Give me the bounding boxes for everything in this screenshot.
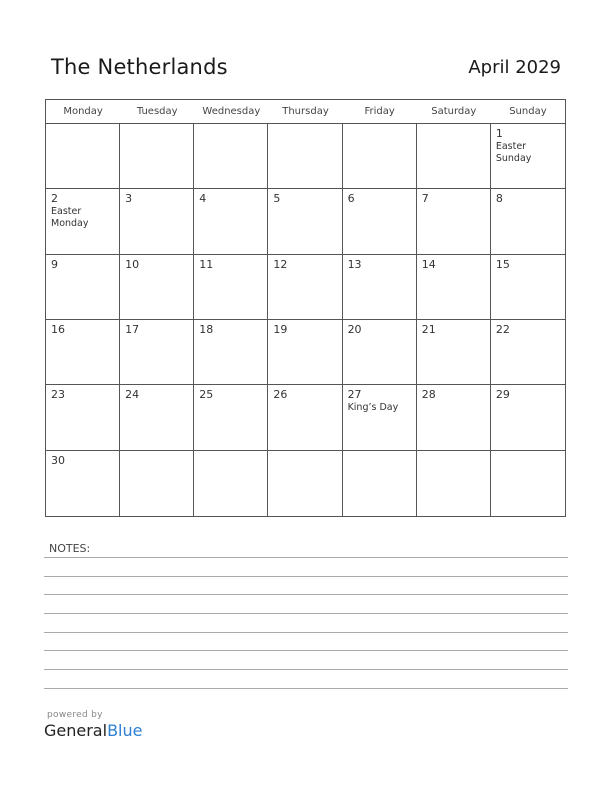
day-number: 30 bbox=[51, 453, 65, 467]
day-cell bbox=[343, 385, 417, 450]
generalblue-logo[interactable] bbox=[44, 721, 142, 740]
day-number: 25 bbox=[199, 388, 214, 402]
day-number: 27 bbox=[347, 388, 362, 402]
day-cell bbox=[46, 320, 120, 385]
weekday-wednesday: Wednesday bbox=[202, 106, 261, 117]
calendar-grid bbox=[45, 99, 566, 517]
note-line bbox=[44, 669, 568, 670]
day-cell bbox=[194, 320, 268, 385]
day-number: 17 bbox=[125, 323, 140, 336]
day-cell bbox=[491, 124, 565, 189]
day-cell bbox=[491, 451, 565, 516]
day-cell bbox=[120, 124, 194, 189]
day-number: 5 bbox=[273, 192, 281, 206]
day-cell bbox=[343, 255, 417, 320]
day-cell bbox=[343, 451, 417, 516]
weekday-header-row bbox=[46, 100, 565, 124]
day-number: 22 bbox=[495, 323, 510, 336]
holiday-label: King’s Day bbox=[347, 402, 399, 414]
day-cell bbox=[120, 320, 194, 385]
day-cells bbox=[46, 124, 565, 516]
weekday-saturday: Saturday bbox=[431, 106, 477, 117]
day-number: 23 bbox=[51, 388, 65, 402]
day-number: 4 bbox=[199, 192, 207, 206]
note-line bbox=[44, 557, 568, 558]
day-cell bbox=[268, 255, 342, 320]
day-number: 21 bbox=[421, 323, 436, 336]
weekday-sunday: Sunday bbox=[509, 106, 547, 117]
day-cell bbox=[194, 385, 268, 450]
weekday-friday: Friday bbox=[364, 106, 395, 117]
day-number: 9 bbox=[51, 257, 58, 271]
day-cell bbox=[120, 385, 194, 450]
day-number: 3 bbox=[125, 192, 133, 206]
day-cell bbox=[491, 189, 565, 254]
day-number: 2 bbox=[51, 192, 58, 206]
day-cell bbox=[46, 255, 120, 320]
note-line bbox=[44, 632, 568, 633]
day-cell bbox=[46, 124, 120, 189]
day-cell bbox=[491, 385, 565, 450]
day-cell bbox=[417, 255, 491, 320]
holiday-label: Easter Monday bbox=[51, 206, 89, 230]
note-line bbox=[44, 576, 568, 577]
day-cell bbox=[417, 124, 491, 189]
day-number: 11 bbox=[199, 257, 214, 271]
day-cell bbox=[417, 320, 491, 385]
day-cell bbox=[268, 320, 342, 385]
day-cell bbox=[46, 189, 120, 254]
brand-general: General bbox=[44, 721, 108, 740]
calendar-country-title: The Netherlands bbox=[51, 55, 228, 79]
day-cell bbox=[120, 189, 194, 254]
day-cell bbox=[268, 189, 342, 254]
day-number: 1 bbox=[495, 127, 503, 140]
day-number: 18 bbox=[199, 323, 214, 336]
note-line bbox=[44, 613, 568, 614]
note-line bbox=[44, 688, 568, 689]
day-cell bbox=[268, 451, 342, 516]
day-cell bbox=[46, 385, 120, 450]
day-cell bbox=[343, 320, 417, 385]
day-cell bbox=[194, 124, 268, 189]
day-cell bbox=[491, 320, 565, 385]
day-cell bbox=[417, 385, 491, 450]
powered-by-text: powered by bbox=[47, 710, 103, 720]
day-number: 29 bbox=[495, 388, 510, 402]
day-number: 6 bbox=[347, 192, 355, 206]
day-cell bbox=[120, 451, 194, 516]
note-line bbox=[44, 650, 568, 651]
day-number: 26 bbox=[273, 388, 288, 402]
calendar-month-year: April 2029 bbox=[468, 57, 561, 78]
day-number: 24 bbox=[125, 388, 140, 402]
holiday-label: Easter Sunday bbox=[495, 141, 532, 164]
day-number: 10 bbox=[125, 257, 140, 271]
notes-label: NOTES: bbox=[49, 542, 91, 555]
day-cell bbox=[268, 124, 342, 189]
day-number: 14 bbox=[421, 257, 436, 271]
day-cell bbox=[194, 189, 268, 254]
day-number: 20 bbox=[347, 323, 362, 336]
day-cell bbox=[491, 255, 565, 320]
day-cell bbox=[120, 255, 194, 320]
brand-blue: Blue bbox=[107, 721, 143, 740]
day-cell bbox=[343, 189, 417, 254]
day-cell bbox=[194, 255, 268, 320]
weekday-tuesday: Tuesday bbox=[136, 106, 178, 117]
day-number: 7 bbox=[421, 192, 429, 206]
day-cell bbox=[417, 189, 491, 254]
day-cell bbox=[417, 451, 491, 516]
day-number: 12 bbox=[273, 257, 288, 271]
day-cell bbox=[343, 124, 417, 189]
day-number: 19 bbox=[273, 323, 288, 336]
day-number: 15 bbox=[495, 257, 510, 271]
note-line bbox=[44, 594, 568, 595]
day-number: 28 bbox=[421, 388, 436, 402]
day-cell bbox=[46, 451, 120, 516]
day-number: 13 bbox=[347, 257, 362, 271]
weekday-thursday: Thursday bbox=[282, 106, 329, 117]
day-cell bbox=[194, 451, 268, 516]
weekday-monday: Monday bbox=[63, 106, 103, 117]
day-number: 8 bbox=[495, 192, 503, 206]
day-cell bbox=[268, 385, 342, 450]
day-number: 16 bbox=[51, 323, 65, 336]
